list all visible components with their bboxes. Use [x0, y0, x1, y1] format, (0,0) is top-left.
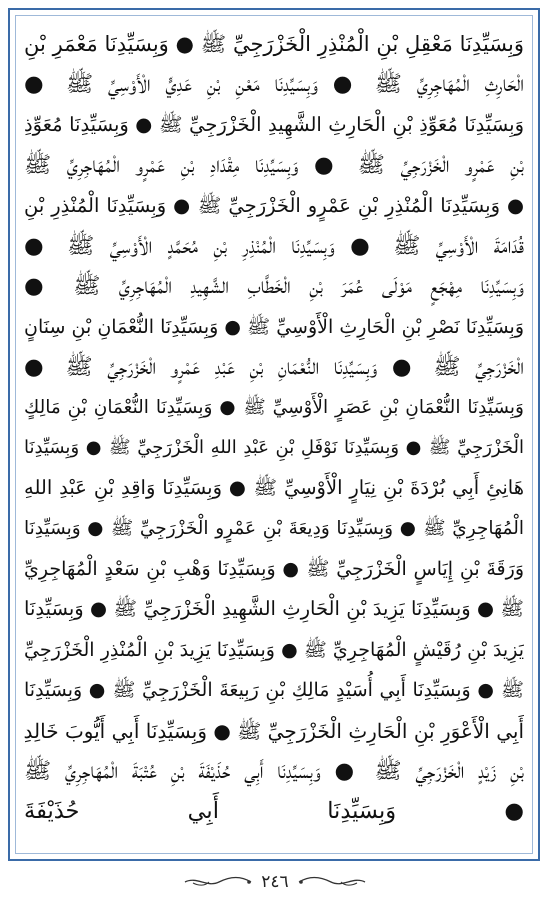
text-line: الْخَزْرَجِيِّ ﷺ ● وَبِسَيِّدِنَا نَوْفَلِ بْنِ عَبْدِ اللهِ الْخَزْرَجِيِّ ﷺ ● وَبِسَيِّدِنَا: [24, 436, 524, 458]
text-line: الْحَارِثِ الْمُهَاجِرِيِّ ﷺ ● وَبِسَيِّدِنَا مَعْنِ بْنِ عَدِيٍّ الْأَوْسِيِّ ﷺ ●: [24, 71, 524, 98]
text-line: ● وَبِسَيِّدِنَا أَبِي حُذَيْفَةَ: [24, 798, 524, 825]
text-line: ● وَبِسَيِّدِنَا الْمُنْذِرِ بْنِ عَمْرٍو الْخَزْرَجِيِّ ﷺ ● وَبِسَيِّدِنَا الْمُنْذِرِ بْنِ: [24, 193, 524, 217]
text-line: الْخَزْرَجِيِّ ﷺ ● وَبِسَيِّدِنَا النُّعْمَانِ بْنِ عَبْدِ عَمْرٍو الْخَزْرَجِيِّ ﷺ ●: [24, 354, 524, 381]
text-line: وَبِسَيِّدِنَا مُعَوِّذِ بْنِ الْحَارِثِ الشَّهِيدِ الْخَزْرَجِيِّ ﷺ ● وَبِسَيِّدِنَا مُعَوِّذِ: [24, 112, 524, 136]
text-line: يَزِيدَ بْنِ رُقَيْشٍ الْمُهَاجِرِيِّ ﷺ ● وَبِسَيِّدِنَا يَزِيدَ بْنِ الْمُنْذِرِ الْخَزْرَجِيِّ: [24, 638, 524, 661]
text-line: الْمُهَاجِرِيِّ ﷺ ● وَبِسَيِّدِنَا وَدِيعَةَ بْنِ عَمْرٍو الْخَزْرَجِيِّ ﷺ ● وَبِسَيِّدِنَا: [24, 517, 524, 539]
text-line: بْنِ زَيْدٍ الْخَزْرَجِيِّ ﷺ ● وَبِسَيِّدِنَا أَبِي حُذَيْفَةَ بْنِ عُتْبَةَ الْمُهَاجِرِيِّ ﷺ: [24, 758, 524, 785]
text-line: ﷺ ● وَبِسَيِّدِنَا أَبِي أُسَيْدٍ مَالِكِ بْنِ رَبِيعَةَ الْخَزْرَجِيِّ ﷺ ● وَبِسَيِّدِنَا: [24, 679, 524, 702]
text-line: وَبِسَيِّدِنَا مِهْجَعٍ مَوْلَى عُمَرَ بْنِ الْخَطَّابِ الشَّهِيدِ الْمُهَاجِرِيِّ ﷺ ●: [24, 273, 524, 300]
text-line: وَبِسَيِّدِنَا مَعْقِلِ بْنِ الْمُنْذِرِ الْخَزْرَجِيِّ ﷺ ● وَبِسَيِّدِنَا مَعْمَرِ بْنِ: [24, 32, 524, 56]
page-frame: [8, 8, 540, 861]
text-line: بْنِ عَمْرٍو الْخَزْرَجِيِّ ﷺ ● وَبِسَيِّدِنَا مِقْدَادِ بْنِ عَمْرٍو الْمُهَاجِرِيِّ ﷺ: [24, 152, 524, 179]
text-line: قُدَامَةَ الْأَوْسِيِّ ﷺ ● وَبِسَيِّدِنَا الْمُنْذِرِ بْنِ مُحَمَّدٍ الْأَوْسِيِّ ﷺ ●: [24, 232, 524, 259]
text-line: ﷺ ● وَبِسَيِّدِنَا يَزِيدَ بْنِ الْحَارِثِ الشَّهِيدِ الْخَزْرَجِيِّ ﷺ ● وَبِسَيِّدِنَا: [24, 597, 524, 621]
text-line: وَبِسَيِّدِنَا نَصْرِ بْنِ الْحَارِثِ الْأَوْسِيِّ ﷺ ● وَبِسَيِّدِنَا النُّعْمَانِ بْنِ سِنَانٍ: [24, 315, 524, 338]
text-line: أَبِي الْأَعْوَرِ بْنِ الْحَارِثِ الْخَزْرَجِيِّ ﷺ ● وَبِسَيِّدِنَا أَبِي أَيُّوبَ خَالِدِ: [24, 718, 524, 743]
page-footer: [0, 868, 550, 896]
text-body: [24, 24, 524, 851]
flourish-ornament-icon: [297, 874, 367, 890]
text-line: وَرَقَةَ بْنِ إِيَاسٍ الْخَزْرَجِيِّ ﷺ ● وَبِسَيِّدِنَا وَهْبِ بْنِ سَعْدٍ الْمُهَاجِرِيِّ: [24, 558, 524, 581]
text-line: هَانِئِ أَبِي بُرْدَةَ بْنِ نِيَارٍ الْأَوْسِيِّ ﷺ ● وَبِسَيِّدِنَا وَاقِدِ بْنِ عَبْدِ اللهِ: [24, 476, 524, 500]
page-number: ٢٤٦: [261, 872, 289, 892]
text-line: وَبِسَيِّدِنَا النُّعْمَانِ بْنِ عَصَرٍ الْأَوْسِيِّ ﷺ ● وَبِسَيِّدِنَا النُّعْمَانِ بْنِ مَالِكٍ: [24, 396, 524, 418]
flourish-ornament-icon: [183, 874, 253, 890]
